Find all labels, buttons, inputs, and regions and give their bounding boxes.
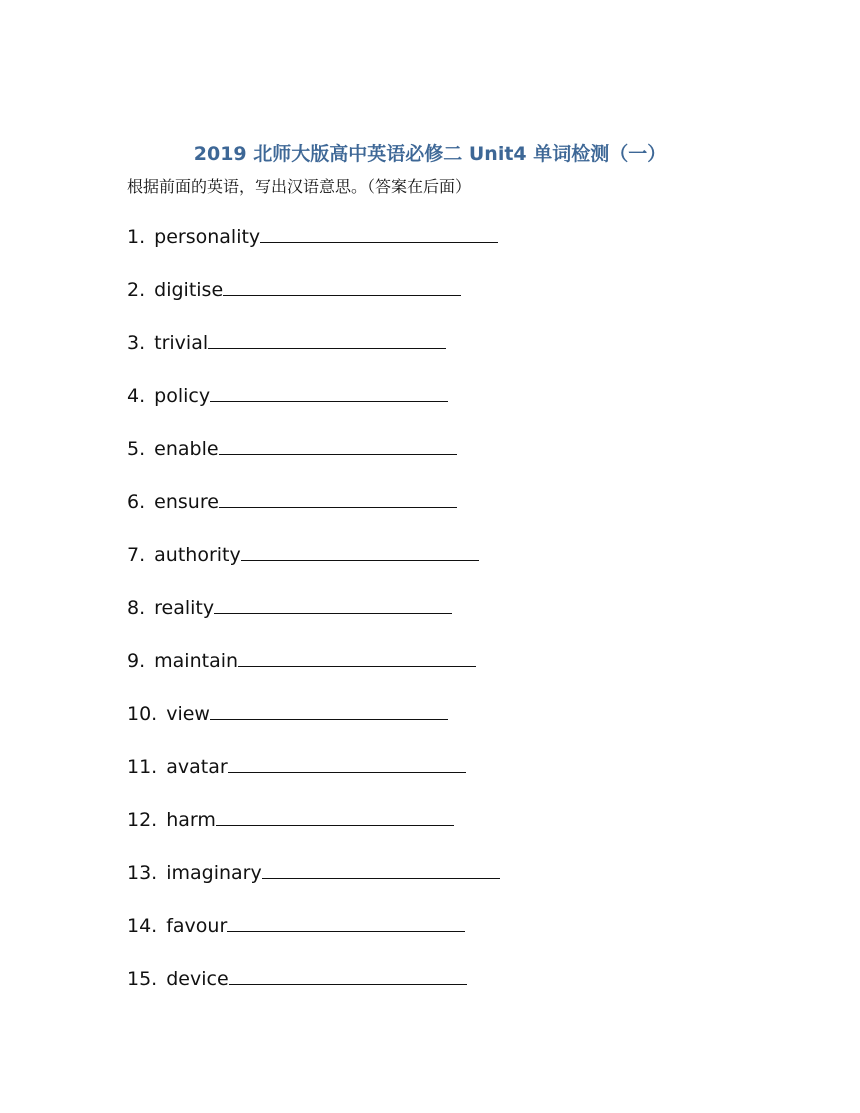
item-word: enable xyxy=(154,438,219,460)
list-item xyxy=(127,275,500,328)
answer-blank[interactable] xyxy=(262,858,500,879)
item-word: trivial xyxy=(154,332,209,354)
item-number: 8. xyxy=(127,597,146,619)
page-title: 2019 北师大版高中英语必修二 Unit4 单词检测（一） xyxy=(193,143,667,165)
list-item xyxy=(127,964,500,1017)
answer-blank[interactable] xyxy=(228,752,466,773)
item-number: 14. xyxy=(127,915,158,937)
item-word: view xyxy=(166,703,210,725)
instruction-text: 根据前面的英语，写出汉语意思。（答案在后面） xyxy=(127,177,472,196)
list-item xyxy=(127,381,500,434)
list-item xyxy=(127,328,500,381)
answer-blank[interactable] xyxy=(241,540,479,561)
item-word: ensure xyxy=(154,491,219,513)
item-number: 12. xyxy=(127,809,158,831)
answer-blank[interactable] xyxy=(210,699,448,720)
list-item xyxy=(127,911,500,964)
list-item xyxy=(127,699,500,752)
item-number: 9. xyxy=(127,650,146,672)
item-word: authority xyxy=(154,544,241,566)
list-item xyxy=(127,222,500,275)
item-number: 6. xyxy=(127,491,146,513)
list-item xyxy=(127,858,500,911)
item-word: favour xyxy=(166,915,228,937)
answer-blank[interactable] xyxy=(219,434,457,455)
answer-blank[interactable] xyxy=(216,805,454,826)
answer-blank[interactable] xyxy=(214,593,452,614)
answer-blank[interactable] xyxy=(229,964,467,985)
item-word: device xyxy=(166,968,229,990)
item-number: 13. xyxy=(127,862,158,884)
list-item xyxy=(127,593,500,646)
list-item xyxy=(127,540,500,593)
item-word: avatar xyxy=(166,756,228,778)
answer-blank[interactable] xyxy=(223,275,461,296)
list-item xyxy=(127,752,500,805)
list-item xyxy=(127,434,500,487)
answer-blank[interactable] xyxy=(208,328,446,349)
list-item xyxy=(127,805,500,858)
list-item xyxy=(127,646,500,699)
item-number: 3. xyxy=(127,332,146,354)
item-number: 7. xyxy=(127,544,146,566)
item-word: digitise xyxy=(154,279,224,301)
item-number: 15. xyxy=(127,968,158,990)
item-number: 11. xyxy=(127,756,158,778)
answer-blank[interactable] xyxy=(238,646,476,667)
item-word: reality xyxy=(154,597,215,619)
list-item xyxy=(127,487,500,540)
item-number: 10. xyxy=(127,703,158,725)
word-list xyxy=(127,222,500,1017)
item-number: 2. xyxy=(127,279,146,301)
answer-blank[interactable] xyxy=(219,487,457,508)
item-word: harm xyxy=(166,809,216,831)
item-number: 5. xyxy=(127,438,146,460)
answer-blank[interactable] xyxy=(210,381,448,402)
item-word: personality xyxy=(154,226,261,248)
item-number: 4. xyxy=(127,385,146,407)
item-word: maintain xyxy=(154,650,239,672)
item-word: policy xyxy=(154,385,211,407)
answer-blank[interactable] xyxy=(260,222,498,243)
answer-blank[interactable] xyxy=(227,911,465,932)
item-number: 1. xyxy=(127,226,146,248)
item-word: imaginary xyxy=(166,862,262,884)
